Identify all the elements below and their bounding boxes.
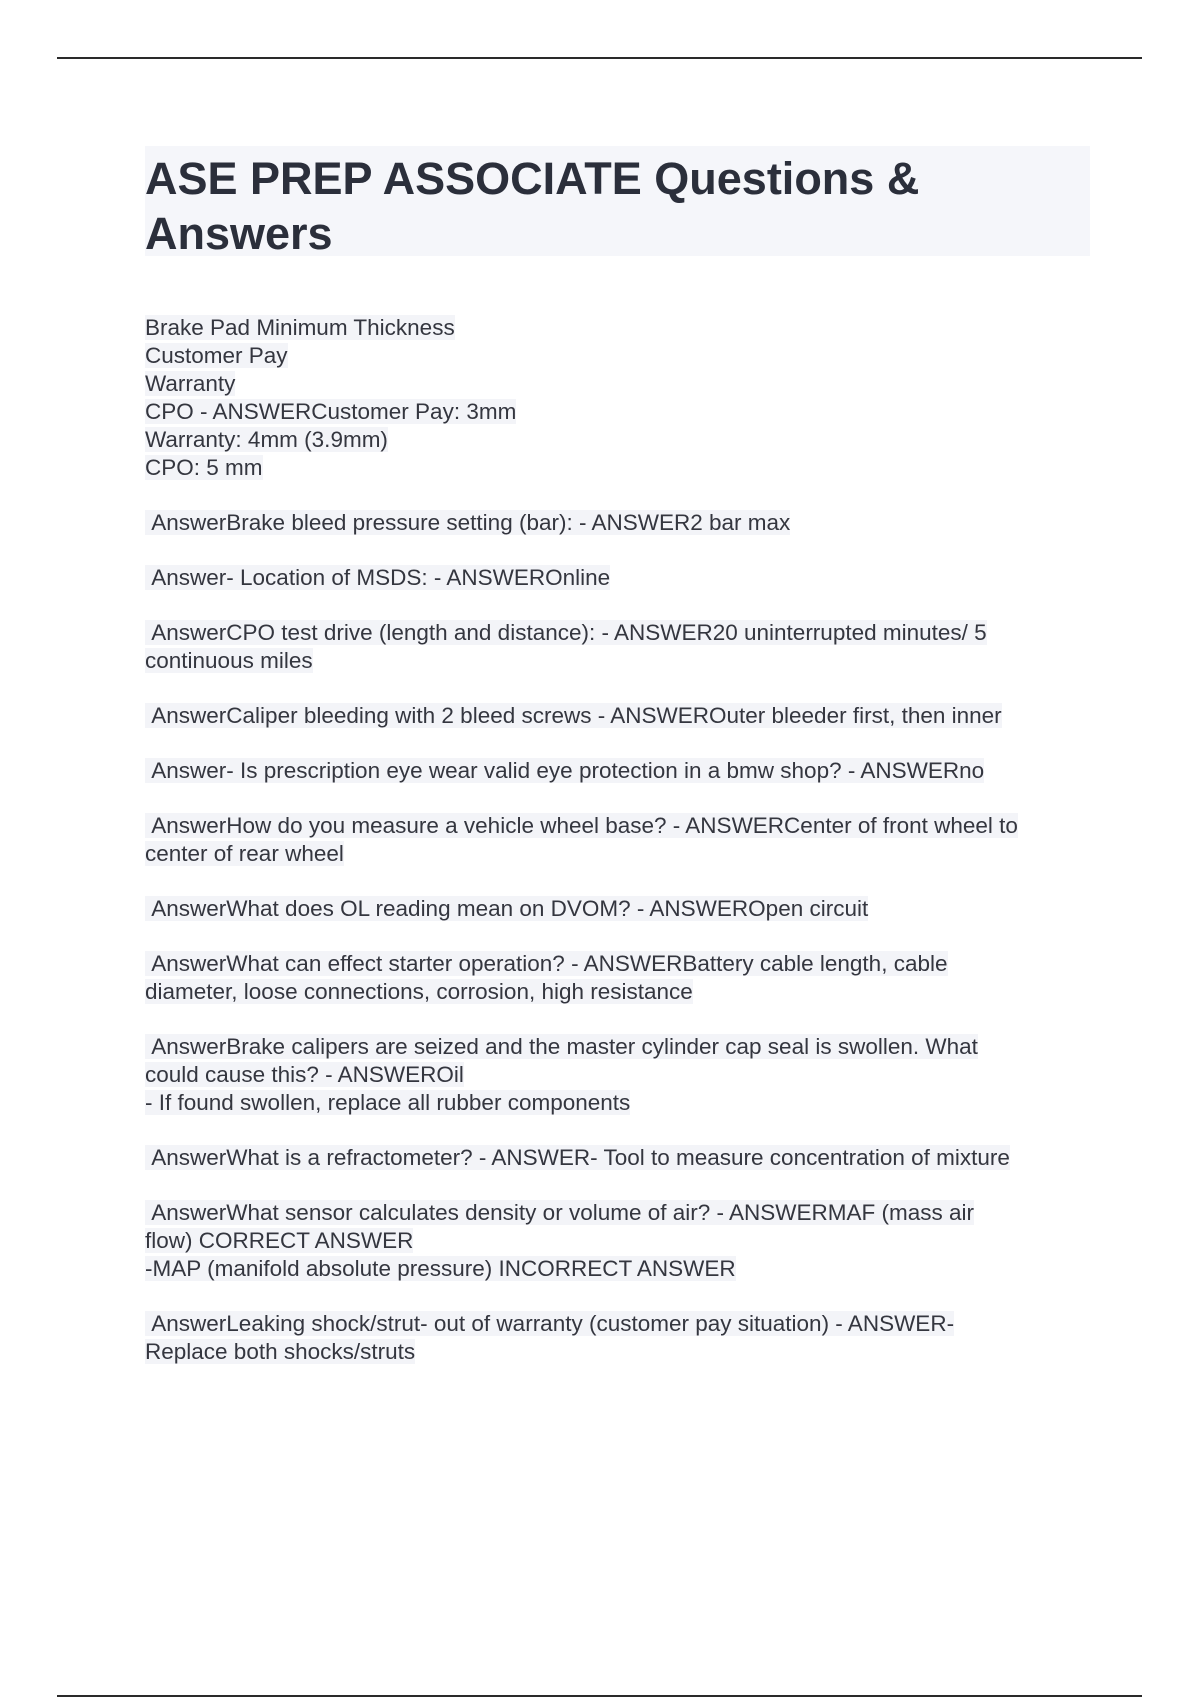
intro-block [145,314,1090,482]
qa-line: continuous miles [145,648,313,673]
qa-line: AnswerWhat is a refractometer? - ANSWER- Tool to measure concentration of mixture [145,1145,1010,1170]
qa-line: could cause this? - ANSWEROil [145,1062,464,1087]
qa-item [145,1199,1090,1283]
qa-line: AnswerCPO test drive (length and distance): - ANSWER20 uninterrupted minutes/ 5 [145,620,987,645]
top-divider [57,57,1142,59]
qa-line: center of rear wheel [145,841,344,866]
title-line-2: Answers [145,208,333,259]
qa-item [145,895,1090,923]
qa-line: AnswerBrake calipers are seized and the master cylinder cap seal is swollen. What [145,1034,978,1059]
qa-list [145,314,1090,1366]
qa-item [145,1144,1090,1172]
qa-line: flow) CORRECT ANSWER [145,1228,414,1253]
title-block [145,146,1090,259]
qa-item [145,619,1090,675]
intro-line: Warranty: 4mm (3.9mm) [145,427,388,452]
qa-line: AnswerCaliper bleeding with 2 bleed screws - ANSWEROuter bleeder first, then inner [145,703,1002,728]
qa-line: Answer- Is prescription eye wear valid eye protection in a bmw shop? - ANSWERno [145,758,985,783]
intro-line: Brake Pad Minimum Thickness [145,315,455,340]
intro-line: CPO: 5 mm [145,455,263,480]
qa-line: Replace both shocks/struts [145,1339,416,1364]
qa-item [145,1033,1090,1117]
intro-line: Customer Pay [145,343,288,368]
document-title [145,151,1090,261]
qa-item [145,757,1090,785]
qa-item [145,564,1090,592]
intro-line: CPO - ANSWERCustomer Pay: 3mm [145,399,517,424]
qa-line: diameter, loose connections, corrosion, high resistance [145,979,693,1004]
qa-item [145,950,1090,1006]
qa-line: Answer- Location of MSDS: - ANSWEROnline [145,565,611,590]
qa-item [145,509,1090,537]
qa-item [145,812,1090,868]
qa-item [145,702,1090,730]
qa-line: AnswerWhat does OL reading mean on DVOM? - ANSWEROpen circuit [145,896,869,921]
qa-line: AnswerLeaking shock/strut- out of warranty (customer pay situation) - ANSWER- [145,1311,955,1336]
title-line-1: ASE PREP ASSOCIATE Questions & [145,153,920,204]
qa-line: AnswerBrake bleed pressure setting (bar): - ANSWER2 bar max [145,510,791,535]
bottom-divider [57,1695,1142,1697]
document-body [145,146,1090,1393]
qa-item [145,1310,1090,1366]
qa-line: AnswerWhat can effect starter operation? - ANSWERBattery cable length, cable [145,951,948,976]
qa-line: - If found swollen, replace all rubber components [145,1090,631,1115]
qa-line: AnswerHow do you measure a vehicle wheel base? - ANSWERCenter of front wheel to [145,813,1018,838]
qa-line: -MAP (manifold absolute pressure) INCORRECT ANSWER [145,1256,736,1281]
qa-line: AnswerWhat sensor calculates density or volume of air? - ANSWERMAF (mass air [145,1200,975,1225]
intro-line: Warranty [145,371,236,396]
